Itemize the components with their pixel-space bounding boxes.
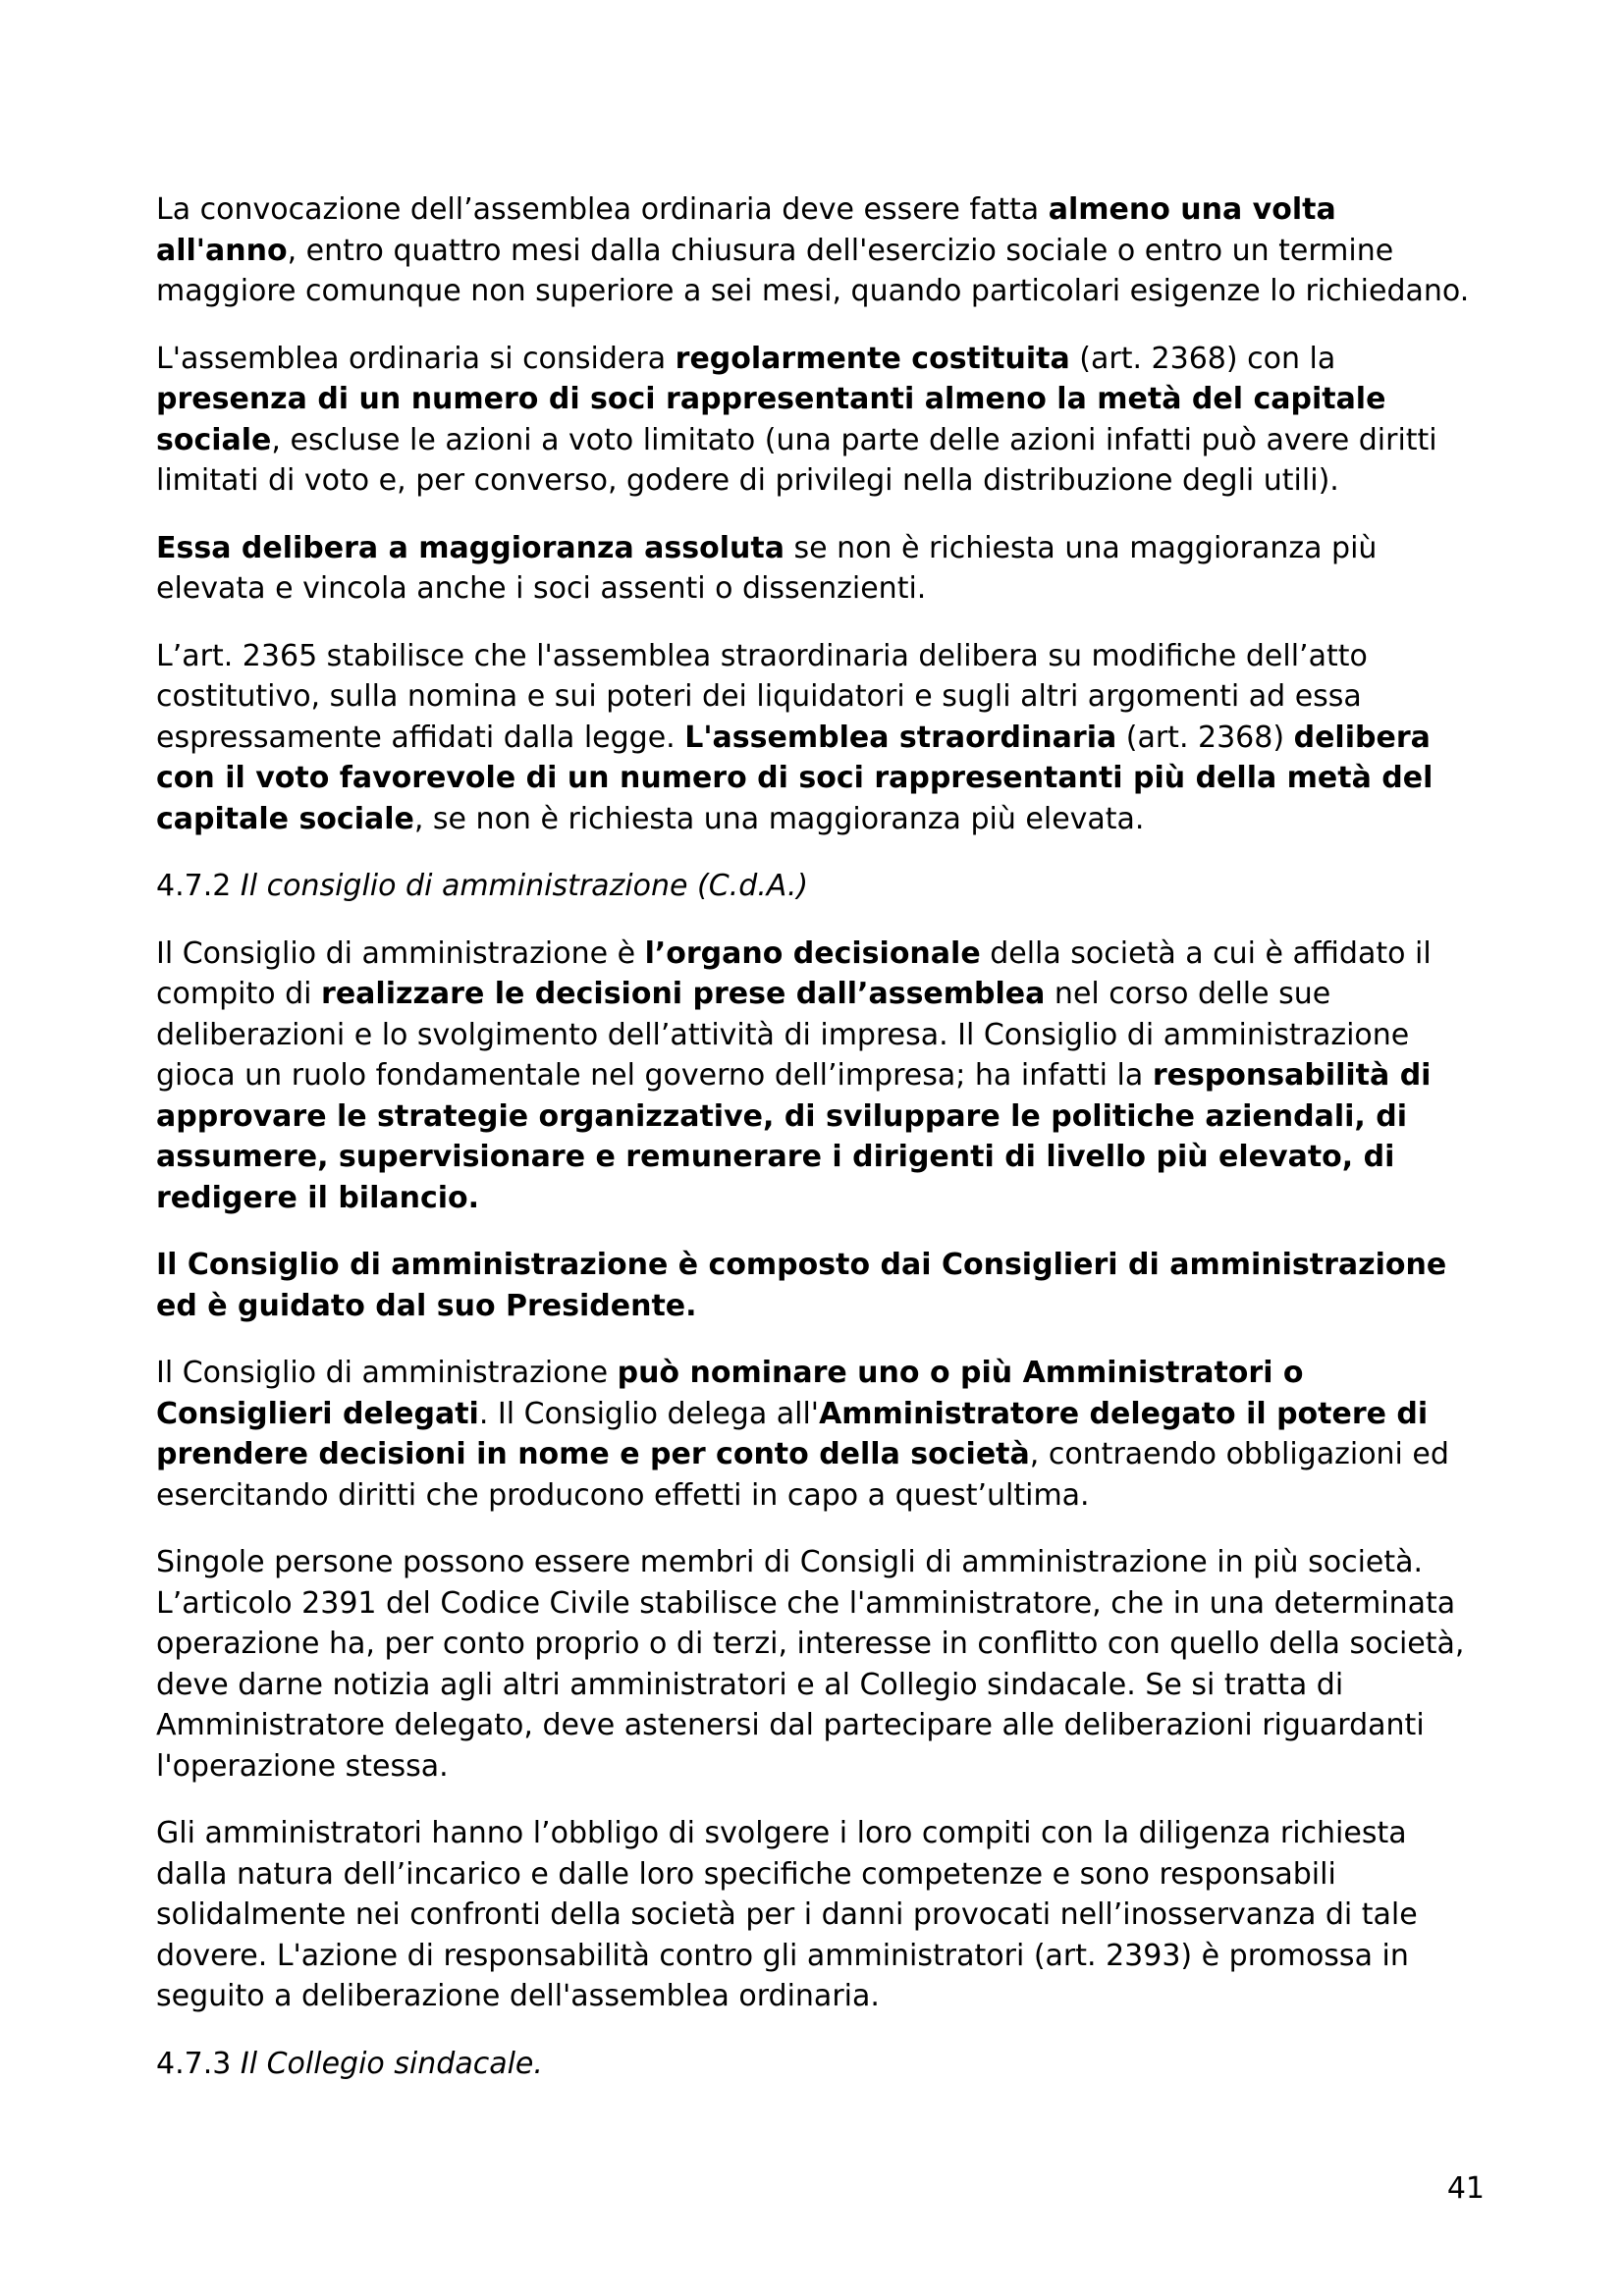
text-run: L'assemblea ordinaria si considera — [156, 341, 676, 376]
text-run: Il Consiglio di amministrazione è — [156, 935, 645, 971]
text-run: , entro quattro mesi dalla chiusura dell'esercizio sociale o entro un termine maggiore comunque non superiore a sei mesi, quando particolari esigenze lo richiedano. — [156, 233, 1470, 308]
text-run: . Il Consiglio delega all' — [478, 1396, 820, 1431]
bold-run: responsabilità di approvare le strategie organizzative, di sviluppare le politiche aziendali, di assumere, supervisionare e remunerare i dirigenti di livello più elevato, di redigere il bilancio. — [156, 1058, 1432, 1215]
paragraph-convocazione — [156, 189, 1487, 312]
paragraph-cda-delega — [156, 1353, 1487, 1516]
paragraph-cda-ruolo — [156, 934, 1487, 1219]
paragraph-responsabilita — [156, 1813, 1487, 2017]
section-number: 4.7.2 — [156, 869, 241, 903]
bold-run: realizzare le decisioni prese dall’assemblea — [321, 977, 1046, 1011]
section-title: Il Collegio sindacale. — [240, 2046, 543, 2081]
bold-run: presenza di un numero di soci rappresentanti almeno la metà del capitale sociale — [156, 382, 1386, 457]
page-number: 41 — [1446, 2171, 1485, 2206]
bold-run: regolarmente costituita — [675, 341, 1070, 376]
text-run: , contraendo obbligazioni ed esercitando diritti che producono effetti in capo a quest’ultima. — [156, 1437, 1449, 1513]
text-run: Singole persone possono essere membri di Consigli di amministrazione in più società. L’articolo 2391 del Codice Civile stabilisce che l'amministratore, che in una determinata operazione ha, per conto proprio o di terzi, interesse in conflitto con quello della società, deve darne notizia agli altri amministratori e al Collegio sindacale. Se si tratta di Amministratore delegato, deve astenersi dal partecipare alle deliberazioni riguardanti l'operazione stessa. — [156, 1545, 1465, 1784]
text-run: , escluse le azioni a voto limitato (una parte delle azioni infatti può avere diritti limitati di voto e, per converso, godere di privilegi nella distribuzione degli utili). — [156, 422, 1437, 498]
paragraph-costituzione — [156, 339, 1487, 502]
bold-run: può nominare uno o più Amministratori o Consiglieri delegati — [156, 1356, 1304, 1431]
bold-run: Essa delibera a maggioranza assoluta — [156, 530, 784, 565]
text-run: della società a cui è affidato il compito di — [156, 935, 1432, 1011]
section-heading-collegio — [156, 2044, 1487, 2085]
paragraph-conflitto-interesse — [156, 1542, 1487, 1787]
text-run: La convocazione dell’assemblea ordinaria deve essere fatta — [156, 192, 1049, 227]
paragraph-cda-composizione — [156, 1245, 1487, 1326]
bold-run: almeno una volta all'anno — [156, 192, 1336, 268]
section-title: Il consiglio di amministrazione (C.d.A.) — [240, 869, 809, 903]
page-body — [156, 189, 1487, 2110]
section-number: 4.7.3 — [156, 2046, 241, 2081]
bold-run: Amministratore delegato il potere di prendere decisioni in nome e per conto della società — [156, 1396, 1429, 1471]
text-run: Il Consiglio di amministrazione — [156, 1356, 618, 1390]
section-heading-cda — [156, 866, 1487, 907]
text-run: nel corso delle sue deliberazioni e lo svolgimento dell’attività di impresa. Il Consiglio di amministrazione gioca un ruolo fondamentale nel governo dell’impresa; ha infatti la — [156, 977, 1410, 1093]
bold-run: delibera con il voto favorevole di un numero di soci rappresentanti più della metà del capitale sociale — [156, 720, 1434, 836]
paragraph-maggioranza — [156, 528, 1487, 610]
text-run: (art. 2368) — [1116, 720, 1294, 755]
text-run: Gli amministratori hanno l’obbligo di svolgere i loro compiti con la diligenza richiesta dalla natura dell’incarico e dalle loro specifiche competenze e sono responsabili solidalmente nei confronti della società per i danni provocati nell’inosservanza di tale dovere. L'azione di responsabilità contro gli amministratori (art. 2393) è promossa in seguito a deliberazione dell'assemblea ordinaria. — [156, 1816, 1418, 2013]
text-run: , se non è richiesta una maggioranza più elevata. — [413, 801, 1145, 836]
text-run: (art. 2368) con la — [1069, 341, 1336, 376]
text-run: L’art. 2365 stabilisce che l'assemblea straordinaria delibera su modifiche dell’atto costitutivo, sulla nomina e sui poteri dei liquidatori e sugli altri argomenti ad essa espressamente affidati dalla legge. — [156, 638, 1368, 755]
text-run: se non è richiesta una maggioranza più elevata e vincola anche i soci assenti o dissenzienti. — [156, 530, 1378, 606]
bold-run: L'assemblea straordinaria — [684, 720, 1117, 755]
paragraph-straordinaria — [156, 636, 1487, 840]
bold-run: Il Consiglio di amministrazione è composto dai Consiglieri di amministrazione ed è guidato dal suo Presidente. — [156, 1248, 1447, 1323]
bold-run: l’organo decisionale — [644, 935, 981, 971]
